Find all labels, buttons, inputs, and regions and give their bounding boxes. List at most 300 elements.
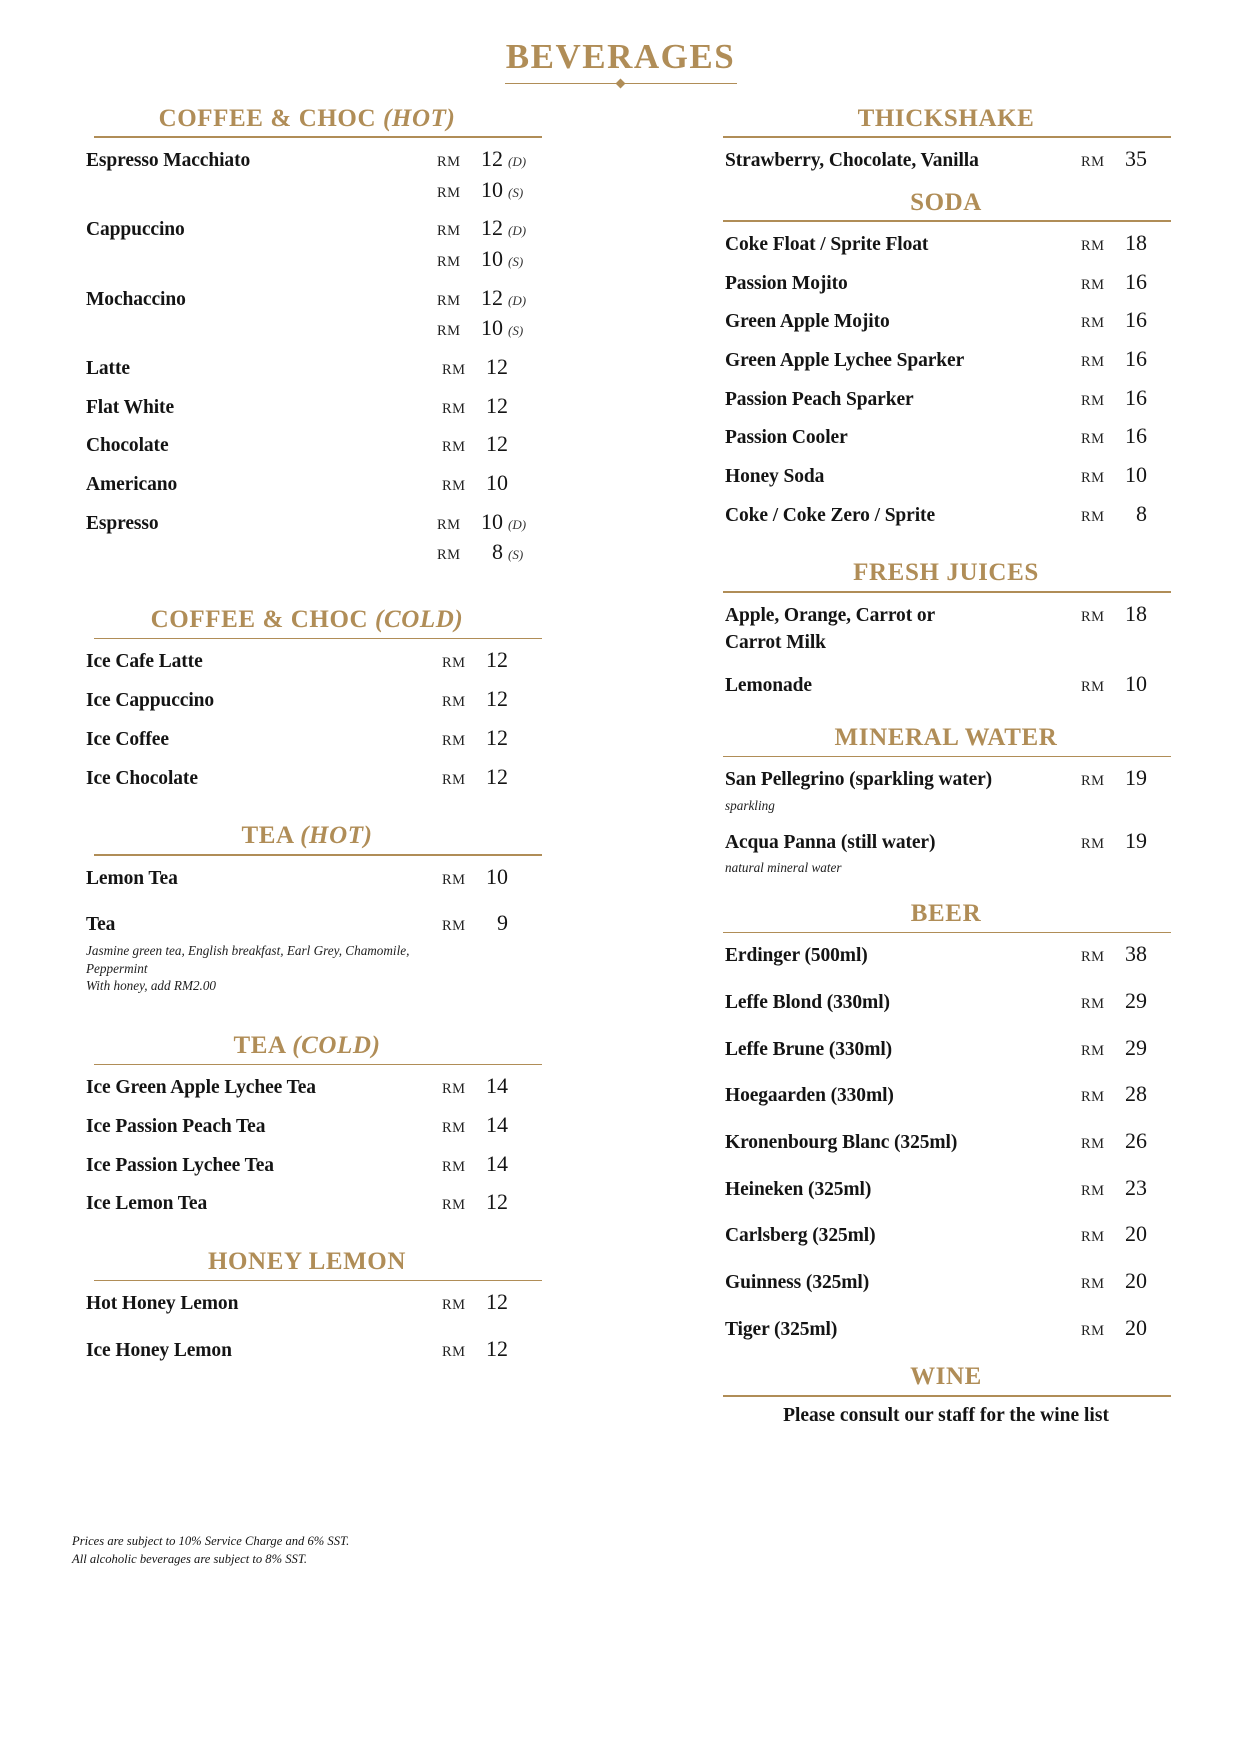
price-amount: 12 bbox=[481, 215, 503, 241]
price-amount: 12 bbox=[486, 1336, 508, 1362]
item-price bbox=[1081, 988, 1173, 1014]
item-name: Ice Coffee bbox=[86, 728, 169, 750]
section-header bbox=[72, 1248, 542, 1281]
price-amount: 14 bbox=[486, 1073, 508, 1099]
page-title-block bbox=[60, 38, 1181, 91]
section-tea-hot bbox=[72, 822, 542, 995]
menu-item bbox=[711, 501, 1181, 530]
item-name: Ice Passion Peach Tea bbox=[86, 1116, 266, 1137]
price-amount: 10 bbox=[1125, 462, 1147, 487]
footer-disclaimer bbox=[72, 1532, 349, 1569]
item-price bbox=[437, 146, 534, 172]
currency-label: RM bbox=[1081, 995, 1105, 1012]
menu-item bbox=[72, 1289, 542, 1318]
item-price bbox=[437, 539, 534, 565]
price-amount: 10 bbox=[481, 508, 503, 534]
item-name: Chocolate bbox=[86, 435, 169, 457]
item-price bbox=[442, 864, 534, 890]
item-price bbox=[1081, 1128, 1173, 1154]
menu-item bbox=[72, 1112, 542, 1141]
price-amount: 35 bbox=[1125, 145, 1147, 171]
currency-label: RM bbox=[437, 253, 461, 270]
price-amount: 16 bbox=[1125, 345, 1147, 371]
item-name: Guinness (325ml) bbox=[725, 1272, 870, 1294]
item-name: Passion Mojito bbox=[725, 272, 848, 294]
size-label: (D) bbox=[508, 223, 527, 239]
price-amount: 20 bbox=[1125, 1221, 1147, 1247]
item-name: Tea bbox=[86, 914, 116, 936]
currency-label: RM bbox=[1081, 237, 1105, 254]
price-amount: 19 bbox=[1125, 827, 1147, 853]
item-name: Ice Passion Lychee Tea bbox=[86, 1154, 274, 1176]
menu-item bbox=[711, 765, 1181, 794]
menu-item bbox=[711, 269, 1181, 298]
menu-item-variant bbox=[72, 177, 542, 206]
currency-label: RM bbox=[1081, 773, 1105, 790]
menu-item bbox=[711, 941, 1181, 970]
tea-desc-line-2: Peppermint bbox=[86, 960, 148, 976]
item-price bbox=[1081, 307, 1173, 333]
item-price bbox=[442, 725, 534, 751]
currency-label: RM bbox=[1081, 508, 1105, 525]
currency-label: RM bbox=[442, 918, 466, 935]
section-divider bbox=[723, 220, 1171, 222]
section-header bbox=[72, 1032, 542, 1065]
menu-item bbox=[72, 1336, 542, 1365]
currency-label: RM bbox=[1081, 153, 1105, 170]
item-price bbox=[1081, 1221, 1173, 1247]
item-name: Passion Peach Sparker bbox=[725, 388, 914, 410]
currency-label: RM bbox=[437, 516, 461, 533]
price-amount: 12 bbox=[486, 647, 508, 673]
item-price bbox=[442, 910, 534, 936]
section-header bbox=[711, 900, 1181, 933]
menu-item bbox=[711, 1221, 1181, 1250]
menu-item bbox=[72, 764, 542, 793]
section-thickshake bbox=[711, 105, 1181, 175]
item-price bbox=[437, 215, 534, 241]
menu-item bbox=[711, 828, 1181, 857]
currency-label: RM bbox=[437, 547, 461, 564]
item-name: Carlsberg (325ml) bbox=[725, 1225, 876, 1247]
spacer bbox=[711, 704, 1181, 724]
spacer bbox=[711, 880, 1181, 900]
item-name: Ice Chocolate bbox=[86, 767, 198, 789]
juice-line-2: Carrot Milk bbox=[725, 632, 826, 654]
menu-item bbox=[711, 385, 1181, 414]
section-divider bbox=[723, 756, 1171, 758]
menu-item bbox=[72, 647, 542, 676]
item-price bbox=[437, 177, 534, 203]
item-name: Ice Cafe Latte bbox=[86, 651, 203, 673]
currency-label: RM bbox=[442, 655, 466, 672]
section-divider bbox=[94, 854, 542, 856]
section-header bbox=[711, 1363, 1181, 1396]
size-label: (D) bbox=[508, 292, 527, 308]
item-price bbox=[437, 285, 534, 311]
size-label: (D) bbox=[508, 153, 527, 169]
title-divider bbox=[505, 81, 737, 91]
item-name: Mochaccino bbox=[86, 288, 186, 310]
currency-label: RM bbox=[1081, 1182, 1105, 1199]
description-text: sparkling bbox=[725, 797, 775, 813]
price-amount: 12 bbox=[486, 392, 508, 418]
item-price bbox=[1081, 346, 1173, 372]
currency-label: RM bbox=[442, 439, 466, 456]
price-amount: 12 bbox=[486, 431, 508, 457]
item-price bbox=[1081, 269, 1173, 295]
menu-item bbox=[72, 725, 542, 754]
item-price bbox=[442, 1073, 534, 1099]
spacer bbox=[711, 539, 1181, 559]
tea-desc-line-3: With honey, add RM2.00 bbox=[86, 978, 217, 994]
section-title: FRESH JUICES bbox=[853, 559, 1039, 587]
section-divider bbox=[94, 136, 542, 138]
section-title: TEA (HOT) bbox=[241, 822, 373, 850]
currency-label: RM bbox=[1081, 315, 1105, 332]
item-name: Passion Cooler bbox=[725, 427, 848, 449]
item-price bbox=[442, 1151, 534, 1177]
price-amount: 16 bbox=[1125, 268, 1147, 294]
tea-description bbox=[72, 942, 494, 995]
item-price bbox=[1081, 1081, 1173, 1107]
item-name: Ice Green Apple Lychee Tea bbox=[86, 1077, 316, 1099]
item-price bbox=[1081, 501, 1173, 527]
item-price bbox=[437, 246, 534, 272]
item-name: Hoegaarden (330ml) bbox=[725, 1085, 894, 1107]
menu-item-variant bbox=[72, 246, 542, 275]
item-name: Latte bbox=[86, 357, 130, 379]
currency-label: RM bbox=[1081, 1089, 1105, 1106]
price-amount: 10 bbox=[481, 176, 503, 202]
item-price bbox=[1081, 385, 1173, 411]
section-fresh-juices bbox=[711, 559, 1181, 699]
juice-line-1: Apple, Orange, Carrot or bbox=[725, 604, 936, 626]
section-divider bbox=[723, 1395, 1171, 1397]
section-title: SODA bbox=[910, 188, 982, 216]
price-amount: 12 bbox=[486, 686, 508, 712]
item-price bbox=[442, 470, 534, 496]
description-text: natural mineral water bbox=[725, 860, 842, 876]
section-title: COFFEE & CHOC (HOT) bbox=[158, 104, 456, 132]
section-title: MINERAL WATER bbox=[834, 723, 1058, 751]
currency-label: RM bbox=[1081, 276, 1105, 293]
item-price bbox=[1081, 828, 1173, 854]
price-amount: 12 bbox=[481, 284, 503, 310]
section-divider bbox=[94, 1064, 542, 1066]
wine-note: Please consult our staff for the wine list bbox=[783, 1404, 1109, 1426]
section-wine bbox=[711, 1363, 1181, 1426]
currency-label: RM bbox=[1081, 431, 1105, 448]
item-name: Ice Cappuccino bbox=[86, 690, 215, 712]
currency-label: RM bbox=[437, 184, 461, 201]
menu-item bbox=[72, 470, 542, 499]
section-header bbox=[711, 559, 1181, 592]
currency-label: RM bbox=[1081, 949, 1105, 966]
item-name: Flat White bbox=[86, 396, 175, 418]
currency-label: RM bbox=[1081, 353, 1105, 370]
price-amount: 28 bbox=[1125, 1081, 1147, 1107]
item-price bbox=[437, 315, 534, 341]
price-amount: 16 bbox=[1125, 307, 1147, 333]
currency-label: RM bbox=[1081, 1229, 1105, 1246]
menu-item bbox=[72, 910, 542, 939]
section-divider bbox=[94, 638, 542, 640]
item-name: San Pellegrino (sparkling water) bbox=[725, 769, 993, 791]
item-price bbox=[442, 1336, 534, 1362]
item-name: Ice Lemon Tea bbox=[86, 1193, 208, 1215]
price-amount: 12 bbox=[486, 763, 508, 789]
item-name: Erdinger (500ml) bbox=[725, 945, 868, 967]
menu-item bbox=[72, 686, 542, 715]
item-name: Green Apple Mojito bbox=[725, 311, 890, 333]
size-label: (D) bbox=[508, 516, 527, 532]
menu-item bbox=[711, 230, 1181, 259]
menu-item bbox=[72, 1151, 542, 1180]
item-name: Americano bbox=[86, 474, 178, 496]
price-amount: 20 bbox=[1125, 1268, 1147, 1294]
price-amount: 16 bbox=[1125, 423, 1147, 449]
menu-item bbox=[72, 285, 542, 314]
price-amount: 29 bbox=[1125, 987, 1147, 1013]
item-name: Lemonade bbox=[725, 675, 812, 697]
currency-label: RM bbox=[1081, 1322, 1105, 1339]
currency-label: RM bbox=[442, 478, 466, 495]
item-price bbox=[1081, 601, 1173, 627]
menu-item bbox=[711, 988, 1181, 1017]
section-coffee-choc-cold bbox=[72, 606, 542, 792]
section-soda bbox=[711, 189, 1181, 530]
price-amount: 10 bbox=[481, 245, 503, 271]
price-amount: 29 bbox=[1125, 1034, 1147, 1060]
price-amount: 10 bbox=[486, 863, 508, 889]
menu-item bbox=[72, 354, 542, 383]
item-name: Green Apple Lychee Sparker bbox=[725, 349, 965, 371]
menu-item bbox=[711, 1268, 1181, 1297]
item-description bbox=[711, 797, 1133, 815]
price-amount: 18 bbox=[1125, 229, 1147, 255]
currency-label: RM bbox=[442, 400, 466, 417]
item-name: Tiger (325ml) bbox=[725, 1318, 838, 1340]
section-divider bbox=[723, 591, 1171, 593]
price-amount: 19 bbox=[1125, 765, 1147, 791]
section-title: TEA (COLD) bbox=[233, 1031, 381, 1059]
currency-label: RM bbox=[437, 323, 461, 340]
page-title: BEVERAGES bbox=[505, 37, 736, 76]
item-name: Coke Float / Sprite Float bbox=[725, 233, 929, 255]
item-price bbox=[442, 393, 534, 419]
menu-item bbox=[72, 215, 542, 244]
tea-desc-line-1: Jasmine green tea, English breakfast, Earl Grey, Chamomile, bbox=[86, 942, 410, 958]
currency-label: RM bbox=[437, 292, 461, 309]
item-price bbox=[442, 1189, 534, 1215]
menu-item bbox=[711, 307, 1181, 336]
item-name: Leffe Brune (330ml) bbox=[725, 1038, 893, 1060]
price-amount: 12 bbox=[486, 1189, 508, 1215]
menu-item-variant bbox=[72, 315, 542, 344]
item-price bbox=[442, 764, 534, 790]
spacer bbox=[72, 1228, 542, 1248]
spacer bbox=[711, 1353, 1181, 1363]
item-name: Cappuccino bbox=[86, 219, 185, 241]
menu-item bbox=[711, 1175, 1181, 1204]
item-price bbox=[442, 431, 534, 457]
menu-item bbox=[711, 1081, 1181, 1110]
item-price bbox=[1081, 1268, 1173, 1294]
menu-item bbox=[711, 1315, 1181, 1344]
currency-label: RM bbox=[1081, 608, 1105, 625]
item-price bbox=[442, 647, 534, 673]
spacer bbox=[711, 179, 1181, 189]
item-name: Heineken (325ml) bbox=[725, 1178, 872, 1200]
menu-item-variant bbox=[72, 539, 542, 568]
currency-label: RM bbox=[437, 153, 461, 170]
item-price bbox=[1081, 941, 1173, 967]
item-price bbox=[437, 509, 534, 535]
item-name: Ice Honey Lemon bbox=[86, 1340, 232, 1362]
item-price bbox=[1081, 423, 1173, 449]
section-title: BEER bbox=[910, 899, 982, 927]
item-price bbox=[1081, 146, 1173, 172]
item-name bbox=[725, 602, 1081, 657]
currency-label: RM bbox=[1081, 470, 1105, 486]
currency-label: RM bbox=[442, 1081, 466, 1098]
currency-label: RM bbox=[1081, 679, 1105, 696]
price-amount: 8 bbox=[492, 539, 503, 565]
item-price bbox=[442, 1112, 534, 1138]
currency-label: RM bbox=[442, 1344, 466, 1361]
price-amount: 10 bbox=[481, 315, 503, 341]
menu-item bbox=[72, 146, 542, 175]
currency-label: RM bbox=[437, 223, 461, 240]
item-name: Coke / Coke Zero / Sprite bbox=[725, 504, 936, 526]
spacer bbox=[72, 572, 542, 606]
currency-label: RM bbox=[1081, 1135, 1105, 1152]
price-amount: 12 bbox=[481, 145, 503, 171]
price-amount: 10 bbox=[486, 470, 508, 496]
section-coffee-choc-hot bbox=[72, 105, 542, 569]
currency-label: RM bbox=[442, 1158, 466, 1175]
price-amount: 14 bbox=[486, 1150, 508, 1176]
menu-item bbox=[72, 431, 542, 460]
size-label: (S) bbox=[508, 547, 524, 563]
section-header bbox=[72, 822, 542, 855]
price-amount: 18 bbox=[1125, 600, 1147, 626]
footer-line-1: Prices are subject to 10% Service Charge and 6% SST. bbox=[72, 1533, 350, 1548]
menu-item bbox=[72, 393, 542, 422]
currency-label: RM bbox=[442, 1197, 466, 1214]
item-price bbox=[1081, 1175, 1173, 1201]
size-label: (S) bbox=[508, 323, 524, 339]
section-divider bbox=[94, 1280, 542, 1282]
section-title: THICKSHAKE bbox=[857, 104, 1035, 132]
item-name: Hot Honey Lemon bbox=[86, 1293, 239, 1315]
footer-line-2: All alcoholic beverages are subject to 8% SST. bbox=[72, 1551, 308, 1566]
spacer bbox=[711, 818, 1181, 828]
currency-label: RM bbox=[1081, 1276, 1105, 1293]
currency-label: RM bbox=[442, 771, 466, 788]
currency-label: RM bbox=[442, 361, 466, 378]
price-amount: 10 bbox=[1125, 671, 1147, 697]
price-amount: 26 bbox=[1125, 1127, 1147, 1153]
price-amount: 12 bbox=[486, 724, 508, 750]
section-header bbox=[72, 105, 542, 138]
right-column bbox=[707, 105, 1181, 1429]
section-header bbox=[711, 105, 1181, 138]
item-name: Honey Soda bbox=[725, 466, 825, 487]
size-label: (S) bbox=[508, 184, 524, 200]
menu-item bbox=[711, 671, 1181, 700]
size-label: (S) bbox=[508, 253, 524, 269]
menu-item bbox=[711, 1128, 1181, 1157]
left-column bbox=[60, 105, 542, 1369]
price-amount: 16 bbox=[1125, 384, 1147, 410]
currency-label: RM bbox=[1081, 1042, 1105, 1059]
item-price bbox=[1081, 765, 1173, 791]
price-amount: 8 bbox=[1136, 500, 1147, 526]
menu-item bbox=[711, 423, 1181, 452]
currency-label: RM bbox=[442, 1120, 466, 1136]
menu-item bbox=[711, 601, 1181, 657]
item-name: Leffe Blond (330ml) bbox=[725, 991, 890, 1013]
spacer bbox=[72, 802, 542, 822]
item-price bbox=[1081, 1035, 1173, 1061]
menu-item bbox=[711, 146, 1181, 175]
menu-item bbox=[711, 462, 1181, 491]
item-name: Lemon Tea bbox=[86, 867, 178, 889]
currency-label: RM bbox=[442, 1297, 466, 1314]
price-amount: 12 bbox=[486, 1289, 508, 1315]
price-amount: 23 bbox=[1125, 1174, 1147, 1200]
section-title: WINE bbox=[910, 1363, 982, 1391]
section-header bbox=[711, 189, 1181, 222]
section-header bbox=[72, 606, 542, 639]
section-beer bbox=[711, 900, 1181, 1344]
menu-item bbox=[72, 1073, 542, 1102]
item-name: Espresso bbox=[86, 512, 159, 534]
price-amount: 9 bbox=[497, 910, 508, 936]
currency-label: RM bbox=[442, 694, 466, 711]
menu-item bbox=[711, 346, 1181, 375]
currency-label: RM bbox=[442, 871, 466, 888]
section-title: COFFEE & CHOC (COLD) bbox=[150, 606, 464, 634]
item-name: Espresso Macchiato bbox=[86, 149, 251, 171]
spacer bbox=[72, 998, 542, 1032]
item-price bbox=[1081, 1315, 1173, 1341]
section-honey-lemon bbox=[72, 1248, 542, 1365]
price-amount: 20 bbox=[1125, 1314, 1147, 1340]
menu-item bbox=[711, 1035, 1181, 1064]
item-price bbox=[442, 1289, 534, 1315]
section-tea-cold bbox=[72, 1032, 542, 1218]
item-price bbox=[442, 686, 534, 712]
item-price bbox=[442, 354, 534, 380]
currency-label: RM bbox=[442, 732, 466, 749]
section-mineral-water bbox=[711, 724, 1181, 877]
item-price bbox=[1081, 671, 1173, 697]
item-price bbox=[1081, 230, 1173, 256]
currency-label: RM bbox=[1081, 835, 1105, 852]
price-amount: 12 bbox=[486, 353, 508, 379]
price-amount: 14 bbox=[486, 1112, 508, 1137]
item-name: Strawberry, Chocolate, Vanilla bbox=[725, 149, 979, 171]
spacer bbox=[711, 661, 1181, 671]
section-divider bbox=[723, 136, 1171, 138]
section-title: HONEY LEMON bbox=[207, 1248, 407, 1276]
item-name: Acqua Panna (still water) bbox=[725, 831, 936, 853]
section-divider bbox=[723, 932, 1171, 934]
menu-item bbox=[72, 1189, 542, 1218]
